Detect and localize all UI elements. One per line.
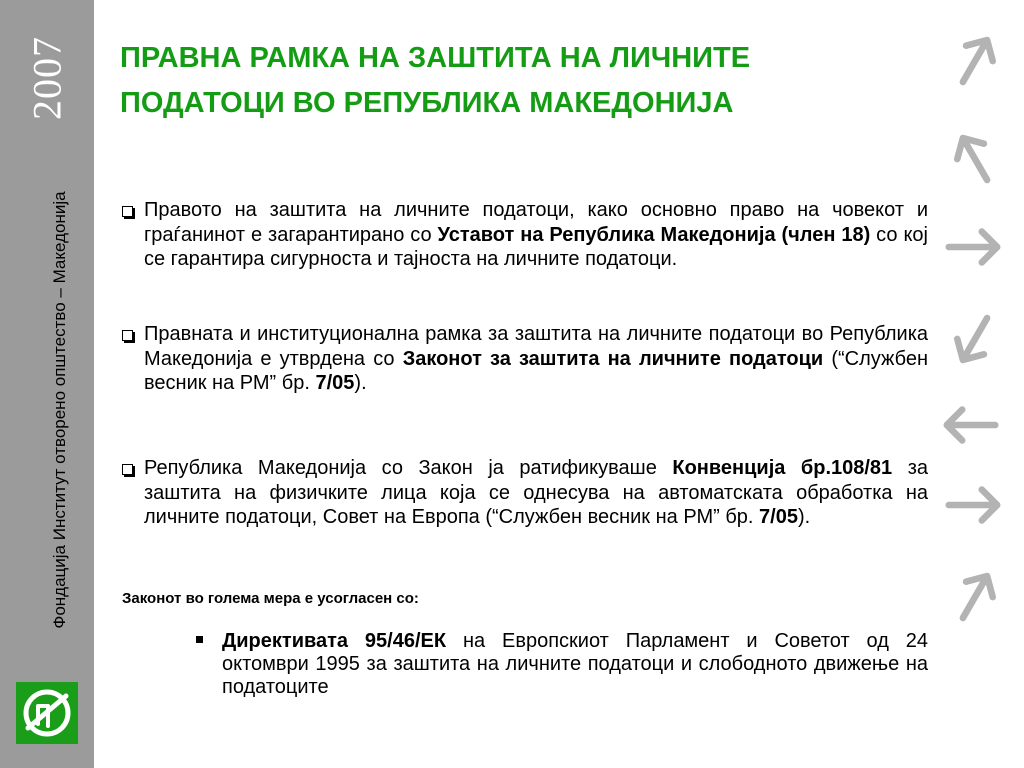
title-line-1: ПРАВНА РАМКА НА ЗАШТИТА НА ЛИЧНИТЕ [120, 42, 751, 74]
checkbox-bullet-icon [122, 206, 133, 217]
arrow-right-icon [940, 472, 1006, 538]
sub-bullet-directive [196, 630, 928, 699]
page-title [120, 36, 950, 126]
arrow-down-left-icon [942, 306, 1008, 372]
checkbox-bullet-icon [122, 464, 133, 475]
year-label: 2007 [24, 36, 70, 120]
arrow-up-right-icon [942, 564, 1008, 630]
sidebar [0, 0, 94, 768]
arrow-up-right-icon [942, 28, 1008, 94]
arrow-up-left-icon [942, 126, 1008, 192]
arrow-right-icon [940, 214, 1006, 280]
arrow-left-icon [938, 392, 1004, 458]
bullet-constitution [122, 198, 928, 272]
checkbox-bullet-icon [122, 330, 133, 341]
title-line-2: ПОДАТОЦИ ВО РЕПУБЛИКА МАКЕДОНИЈА [120, 87, 734, 119]
bullet-convention [122, 456, 928, 530]
logo-icon [16, 682, 78, 744]
bullet-law [122, 322, 928, 396]
bullet-text: Правната и институционална рамка за заштита на личните податоци во Република Македонија е утврдена со Законот за заштита на личните податоци (“Службен весник на РМ” бр. 7/05). [144, 323, 928, 394]
bullet-text: Правото на заштита на личните податоци, како основно право на човекот и граѓанинот е загарантирано со Уставот на Република Македонија (член 18) со кој се гарантира сигурноста и тајноста на личните податоци. [144, 199, 928, 270]
organization-name: Фондација Институт отворено општество – Македонија [50, 191, 69, 629]
bullet-text: Република Македонија со Закон ја ратификуваше Конвенција бр.108/81 за заштита на физичките лица која се однесува на автоматската обработка на личните податоци, Совет на Европа (“Службен весник на РМ” бр. 7/05). [144, 457, 928, 528]
sub-bullet-text: Директивата 95/46/ЕК на Европскиот Парламент и Советот од 24 октомври 1995 за заштита на личните податоци и слободното движење на податоците [222, 630, 929, 698]
square-bullet-icon [196, 636, 203, 643]
harmonization-note: Законот во голема мера е усогласен со: [122, 590, 419, 607]
